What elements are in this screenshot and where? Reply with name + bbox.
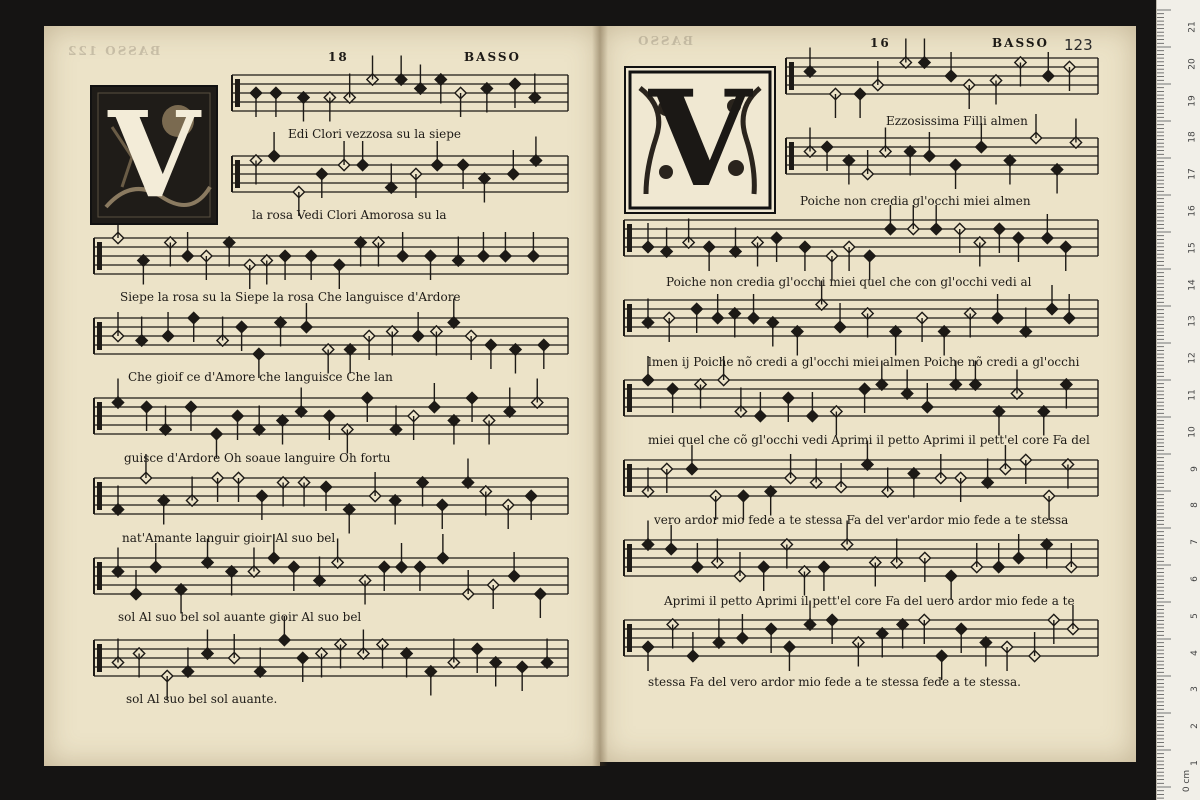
ruler-number: 21: [1187, 21, 1198, 33]
left-lyric-line-2: la rosa Vedi Clori Amorosa su la: [252, 208, 447, 222]
right-lyric-line-3: Poiche non credia gl'occhi miei quel che con gl'occhi vedi al: [666, 275, 1032, 289]
ruler-number: 6: [1190, 576, 1200, 582]
left-lyric-line-3: Siepe la rosa su la Siepe la rosa Che languisce d'Ardore: [120, 290, 461, 304]
folio-number: 123: [1064, 36, 1093, 54]
ruler-number: 10: [1187, 426, 1198, 438]
right-lyric-line-5: miei quel che cõ gl'occhi vedi Aprimi il petto Aprimi il pett'el core Fa del: [648, 433, 1090, 447]
left-lyric-line-6: nat'Amante languir gioir Al suo bel: [122, 531, 336, 545]
ruler-number: 5: [1190, 612, 1200, 619]
left-lyric-line-7: sol Al suo bel sol auante gioir Al suo bel: [118, 610, 362, 624]
ruler-number: 13: [1187, 315, 1198, 328]
right-ornamental-initial: [624, 62, 776, 217]
bleed-through-header-right: BASSO: [636, 34, 693, 48]
ruler-number: 20: [1187, 58, 1198, 70]
ruler-number: 14: [1187, 278, 1198, 291]
left-lyric-line-8: sol Al suo bel sol auante.: [126, 692, 278, 706]
ruler-unit-label: 0 cm: [1181, 769, 1192, 793]
right-lyric-line-1: Ezzosissima Filli almen: [886, 114, 1028, 128]
ruler-number: 11: [1187, 389, 1198, 401]
right-lyric-line-4: lmen ij Poiche nõ credi a gl'occhi miei almen Poiche nõ credi a gl'occhi: [648, 355, 1080, 369]
ruler-number: 12: [1187, 352, 1198, 364]
measurement-ruler: [1156, 0, 1200, 800]
ruler-number: 1: [1190, 760, 1200, 766]
ruler-number: 2: [1190, 723, 1200, 730]
right-lyric-line-8: stessa Fa del vero ardor mio fede a te stessa fede a te stessa.: [648, 675, 1021, 689]
ruler-number: 4: [1190, 649, 1200, 656]
right-page-number: 16: [870, 36, 891, 50]
left-lyric-line-4: Che gioif ce d'Amore che languisce Che lan: [128, 370, 393, 384]
left-lyric-line-1: Edi Clori vezzosa su la siepe: [288, 127, 461, 141]
left-page-number: 18: [328, 50, 349, 64]
right-lyric-line-2: Poiche non credia gl'occhi miei almen: [800, 194, 1031, 208]
ruler-number: 3: [1190, 686, 1200, 693]
right-lyric-line-6: vero ardor mio fede a te stessa Fa del ver'ardor mio fede a te stessa: [654, 513, 1069, 527]
right-lyric-line-7: Aprimi il petto Aprimi il pett'el core Fa del uero ardor mio fede a te: [664, 594, 1075, 608]
bleed-through-header: BASSO 122: [66, 44, 161, 58]
book-gutter: [592, 26, 608, 766]
initial-letter: V: [108, 85, 200, 224]
left-lyric-line-5: guisce d'Ardore Oh soaue languire Oh fortu: [124, 451, 391, 465]
ruler-number: 19: [1187, 94, 1198, 107]
right-part-name: BASSO: [992, 36, 1049, 50]
ruler-number: 9: [1190, 465, 1200, 472]
left-part-name: BASSO: [464, 50, 521, 64]
ruler-number: 18: [1187, 131, 1198, 144]
ruler-number: 15: [1187, 242, 1198, 254]
ruler-number: 16: [1187, 205, 1198, 217]
left-ornamental-initial: [90, 85, 218, 225]
initial-letter: V: [648, 62, 752, 217]
ruler-number: 7: [1190, 539, 1200, 546]
ruler-number: 17: [1187, 168, 1198, 180]
ruler-number: 8: [1190, 502, 1200, 509]
